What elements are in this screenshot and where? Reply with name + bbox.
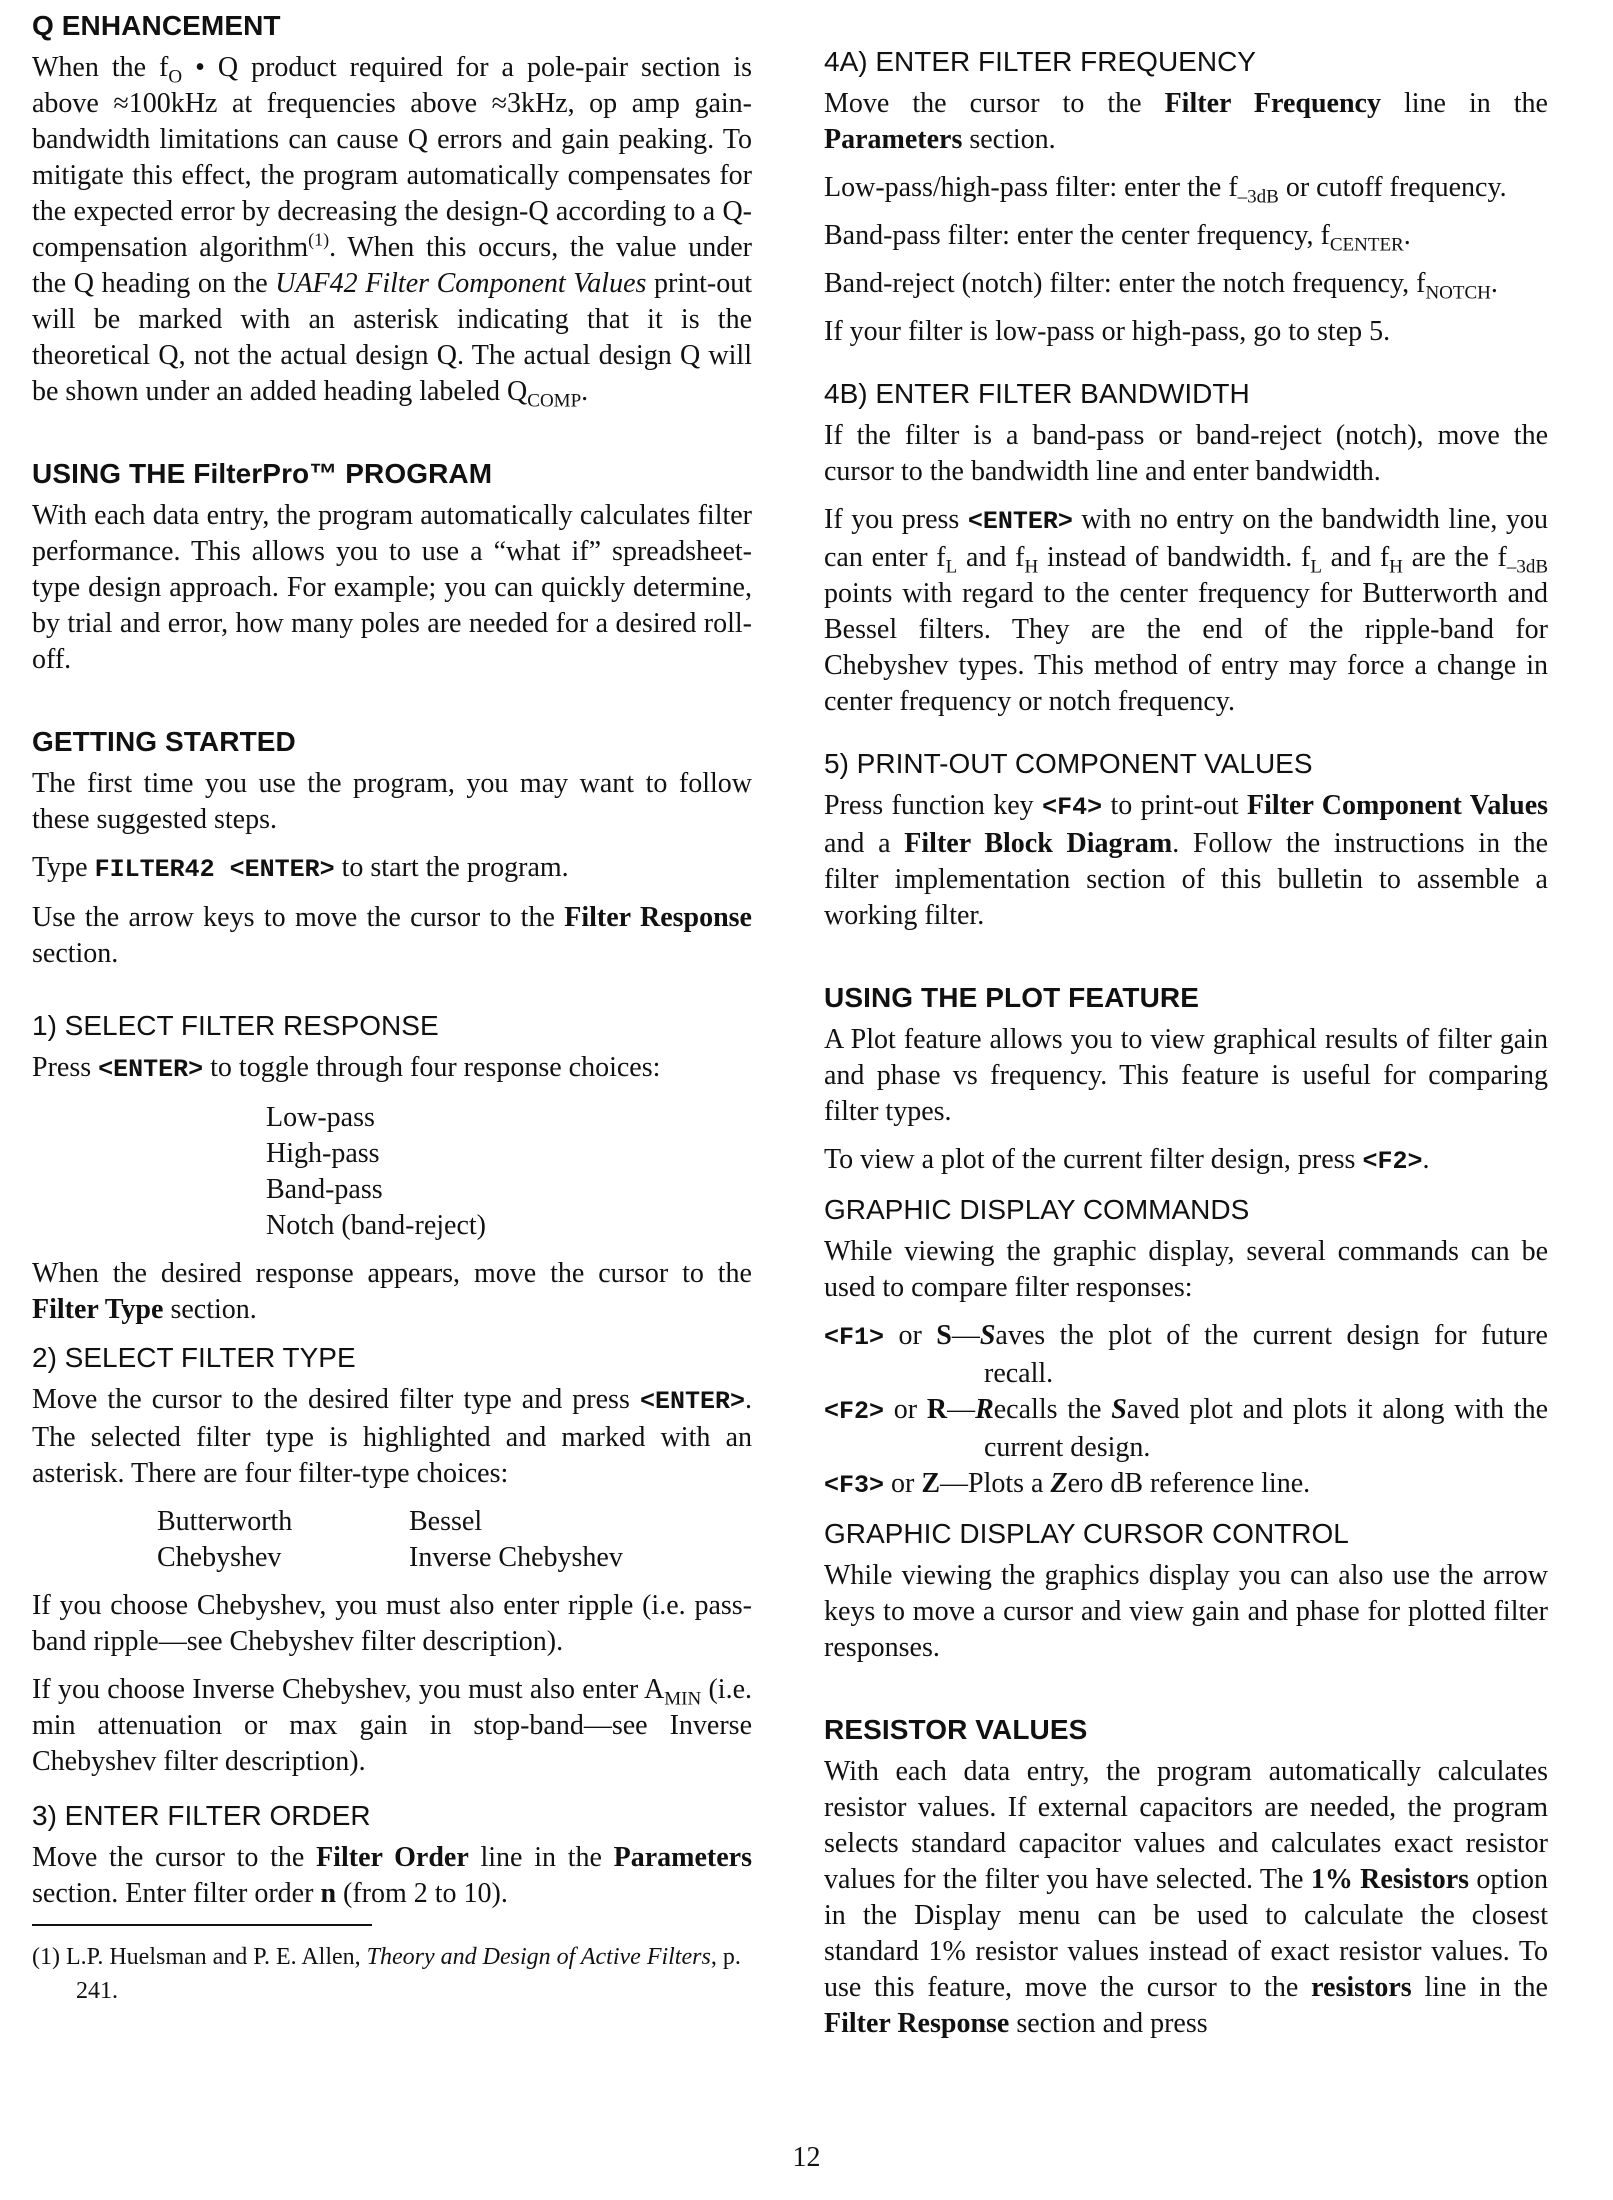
graphic-commands-list (824, 1318, 1548, 1504)
heading-step-4a: 4A) ENTER FILTER FREQUENCY (824, 46, 1256, 77)
step-5-paragraph: Press function key <F4> to print-out Filter Component Values and a Filter Block Diagram. Follow the instructions in the filter implementation section of this bulletin to assemble a working filter. (824, 790, 1549, 931)
step-4a-paragraph-3: Band-pass filter: enter the center frequency, $f_{CENTER}$. (824, 220, 1411, 256)
heading-step-1: 1) SELECT FILTER RESPONSE (32, 1010, 439, 1041)
heading-step-3: 3) ENTER FILTER ORDER (32, 1800, 371, 1831)
step-2-paragraph-3: If you choose Inverse Chebyshev, you must also enter $A_{MIN}$ (i.e. min attenuation or max gain in stop-band—see Inverse Chebyshev filter description). (32, 1674, 753, 1777)
step-2-paragraph-2: If you choose Chebyshev, you must also enter ripple (i.e. pass-band ripple—see Chebyshev filter description). (32, 1590, 752, 1657)
section-cursor-control (824, 1516, 1548, 1666)
left-column (32, 8, 752, 2008)
getting-started-paragraph-3: Use the arrow keys to move the cursor to the Filter Response section. (32, 902, 752, 969)
response-choice: Notch (band-reject) (266, 1210, 486, 1241)
plot-paragraph-1: A Plot feature allows you to view graphical results of filter gain and phase vs frequency. This feature is useful for comparing filter types. (824, 1024, 1548, 1127)
section-step-4a (824, 44, 1548, 350)
filter-type-option: Butterworth (157, 1506, 293, 1537)
step-4a-paragraph-1: Move the cursor to the Filter Frequency line in the Parameters section. (824, 88, 1548, 155)
footnote: (1) L.P. Huelsman and P. E. Allen, Theory and Design of Active Filters, p. 241. (32, 1944, 741, 2004)
section-using-program (32, 456, 752, 678)
footnote-divider (32, 1924, 372, 1926)
right-column (824, 44, 1548, 2054)
graphic-commands-paragraph: While viewing the graphic display, several commands can be used to compare filter responses: (824, 1236, 1548, 1303)
step-1-paragraph-1: Press <ENTER> to toggle through four response choices: (32, 1052, 661, 1084)
heading-q-enhancement: Q ENHANCEMENT (32, 10, 281, 41)
heading-graphic-commands: GRAPHIC DISPLAY COMMANDS (824, 1194, 1250, 1225)
heading-cursor-control: GRAPHIC DISPLAY CURSOR CONTROL (824, 1518, 1349, 1549)
section-getting-started (32, 724, 752, 972)
command-item: <F2> or R—Recalls the Saved plot and plots it along with the current design. (824, 1394, 1548, 1463)
filter-type-option: Inverse Chebyshev (409, 1542, 623, 1573)
step-4a-paragraph-2: Low-pass/high-pass filter: enter the $f_{-3dB}$ or cutoff frequency. (824, 172, 1507, 208)
step-4a-paragraph-5: If your filter is low-pass or high-pass, go to step 5. (824, 316, 1391, 347)
filter-types-grid (32, 1504, 752, 1576)
response-choice: Low-pass (266, 1102, 375, 1133)
filter-type-option: Chebyshev (157, 1542, 282, 1573)
response-choice: Band-pass (266, 1174, 383, 1205)
getting-started-paragraph-1: The first time you use the program, you may want to follow these suggested steps. (32, 768, 752, 835)
section-step-5 (824, 746, 1548, 934)
section-step-4b (824, 376, 1548, 720)
section-resistor-values (824, 1712, 1548, 2042)
heading-getting-started: GETTING STARTED (32, 726, 296, 757)
section-q-enhancement (32, 8, 752, 410)
heading-step-5: 5) PRINT-OUT COMPONENT VALUES (824, 748, 1313, 779)
using-program-paragraph: With each data entry, the program automatically calculates filter performance. This allows you to use a “what if” spreadsheet-type design approach. For example; you can quickly determine, by trial and error, how many poles are needed for a desired roll-off. (32, 500, 752, 675)
heading-resistor-values: RESISTOR VALUES (824, 1714, 1088, 1745)
section-step-1 (32, 1008, 752, 1328)
cursor-control-paragraph: While viewing the graphics display you can also use the arrow keys to move a cursor and view gain and phase for plotted filter responses. (824, 1560, 1548, 1663)
step-3-paragraph: Move the cursor to the Filter Order line in the Parameters section. Enter filter order n (from 2 to 10). (32, 1842, 752, 1909)
plot-paragraph-2: To view a plot of the current filter design, press <F2>. (824, 1144, 1430, 1176)
response-choice: High-pass (266, 1138, 380, 1169)
step-1-paragraph-2: When the desired response appears, move the cursor to the Filter Type section. (32, 1258, 752, 1325)
section-plot-feature (824, 980, 1548, 1180)
command-item: <F3> or Z—Plots a Zero dB reference line. (824, 1468, 1311, 1500)
page-number: 12 (792, 2142, 821, 2173)
filter-type-option: Bessel (409, 1506, 483, 1537)
section-graphic-commands (824, 1192, 1548, 1504)
q-enhancement-paragraph: When the $f_O$ • Q product required for a pole-pair section is above ≈100kHz at frequencies above ≈3kHz, op amp gain-bandwidth limitations can cause Q errors and gain peaking. To mitigate this effect, the program automatically compensates for the expected error by decreasing the design-Q according to a Q-compensation algorithm$^{(1)}$. When this occurs, the value under the Q heading on the UAF42 Filter Component Values print-out will be marked with an asterisk indicating that it is the theoretical Q, not the actual design Q. The actual design Q will be shown under an added heading labeled $Q_{COMP}$. (32, 52, 752, 412)
section-step-2 (32, 1340, 752, 1780)
command-item: <F1> or S—Saves the plot of the current design for future recall. (824, 1320, 1548, 1389)
heading-step-4b: 4B) ENTER FILTER BANDWIDTH (824, 378, 1250, 409)
heading-step-2: 2) SELECT FILTER TYPE (32, 1342, 356, 1373)
getting-started-paragraph-2: Type FILTER42 <ENTER> to start the program. (32, 852, 569, 884)
step-2-paragraph-1: Move the cursor to the desired filter type and press <ENTER>. The selected filter type is highlighted and marked with an asterisk. There are four filter-type choices: (32, 1384, 752, 1489)
section-step-3 (32, 1798, 752, 1912)
heading-plot-feature: USING THE PLOT FEATURE (824, 982, 1200, 1013)
response-choices-list (32, 1100, 752, 1244)
step-4b-paragraph-2: If you press <ENTER> with no entry on the bandwidth line, you can enter $f_L$ and $f_H$ instead of bandwidth. $f_L$ and $f_H$ are the $f_{-3dB}$ points with regard to the center frequency for Butterworth and Bessel filters. They are the end of the ripple-band for Chebyshev types. This method of entry may force a change in center frequency or notch frequency. (824, 504, 1548, 717)
resistor-values-paragraph: With each data entry, the program automatically calculates resistor values. If external capacitors are needed, the program selects standard capacitor values and calculates exact resistor values for the filter you have selected. The 1% Resistors option in the Display menu can be used to calculate the closest standard 1% resistor values instead of exact resistor values. To use this feature, move the cursor to the resistors line in the Filter Response section and press (824, 1756, 1548, 2039)
heading-using-program: USING THE FilterPro™ PROGRAM (32, 458, 493, 489)
step-4b-paragraph-1: If the filter is a band-pass or band-reject (notch), move the cursor to the bandwidth line and enter bandwidth. (824, 420, 1548, 487)
step-4a-paragraph-4: Band-reject (notch) filter: enter the notch frequency, $f_{NOTCH}$. (824, 268, 1498, 304)
